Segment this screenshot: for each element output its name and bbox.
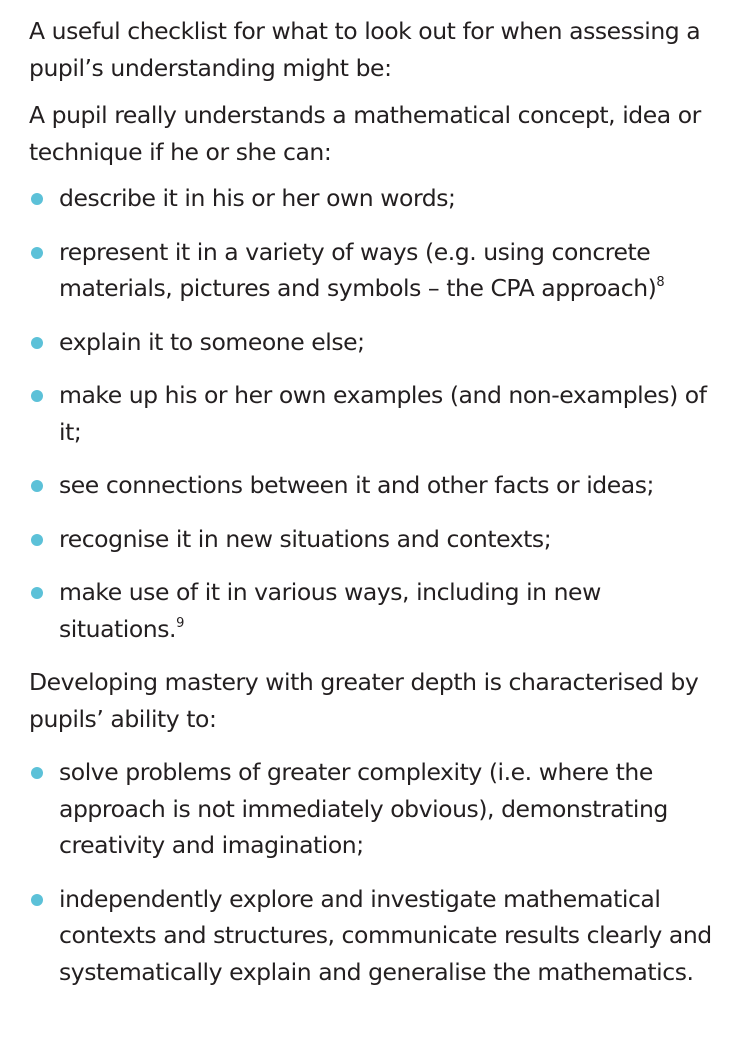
bullet-icon [31,894,43,906]
bullet-icon [31,247,43,259]
understanding-list [29,180,724,647]
list-item-text: represent it in a variety of ways (e.g. using concrete materials, pictures and symbols – the CPA approach) [59,237,657,302]
list-item-text: independently explore and investigate mathematical contexts and structures, communicate results clearly and systematically explain and generalise the mathematics. [59,884,712,986]
list-item [29,881,724,991]
list-item-text: solve problems of greater complexity (i.e. where the approach is not immediately obvious), demonstrating creativity and imagination; [59,758,668,859]
bullet-icon [31,337,43,349]
list-item-text: see connections between it and other facts or ideas; [59,471,654,499]
list-item [29,521,724,558]
list-item [29,234,724,307]
list-item [29,574,724,647]
bullet-icon [31,193,43,205]
list-item-text: describe it in his or her own words; [59,184,456,212]
bullet-icon [31,587,43,599]
list-item [29,754,724,864]
depth-list [29,754,724,990]
list-item-text: make up his or her own examples (and non-examples) of it; [59,381,707,446]
list-item-text: recognise it in new situations and contexts; [59,524,552,553]
list-item [29,180,724,217]
bullet-icon [31,390,43,402]
footnote-marker: 9 [176,615,185,631]
footnote-marker: 8 [656,275,665,290]
bullet-icon [31,767,43,779]
list-item-text: explain it to someone else; [59,327,365,356]
checklist-intro: A useful checklist for what to look out for when assessing a pupil’s understanding might be: [29,17,701,82]
depth-heading: Developing mastery with greater depth is characterised by pupils’ ability to: [29,668,699,733]
list-item [29,324,724,361]
bullet-icon [31,480,43,492]
list-item [29,467,724,504]
understanding-intro: A pupil really understands a mathematical concept, idea or technique if he or she can: [29,101,701,166]
bullet-icon [31,534,43,546]
list-item [29,377,724,450]
list-item-text: make use of it in various ways, including in new situations. [59,578,601,643]
